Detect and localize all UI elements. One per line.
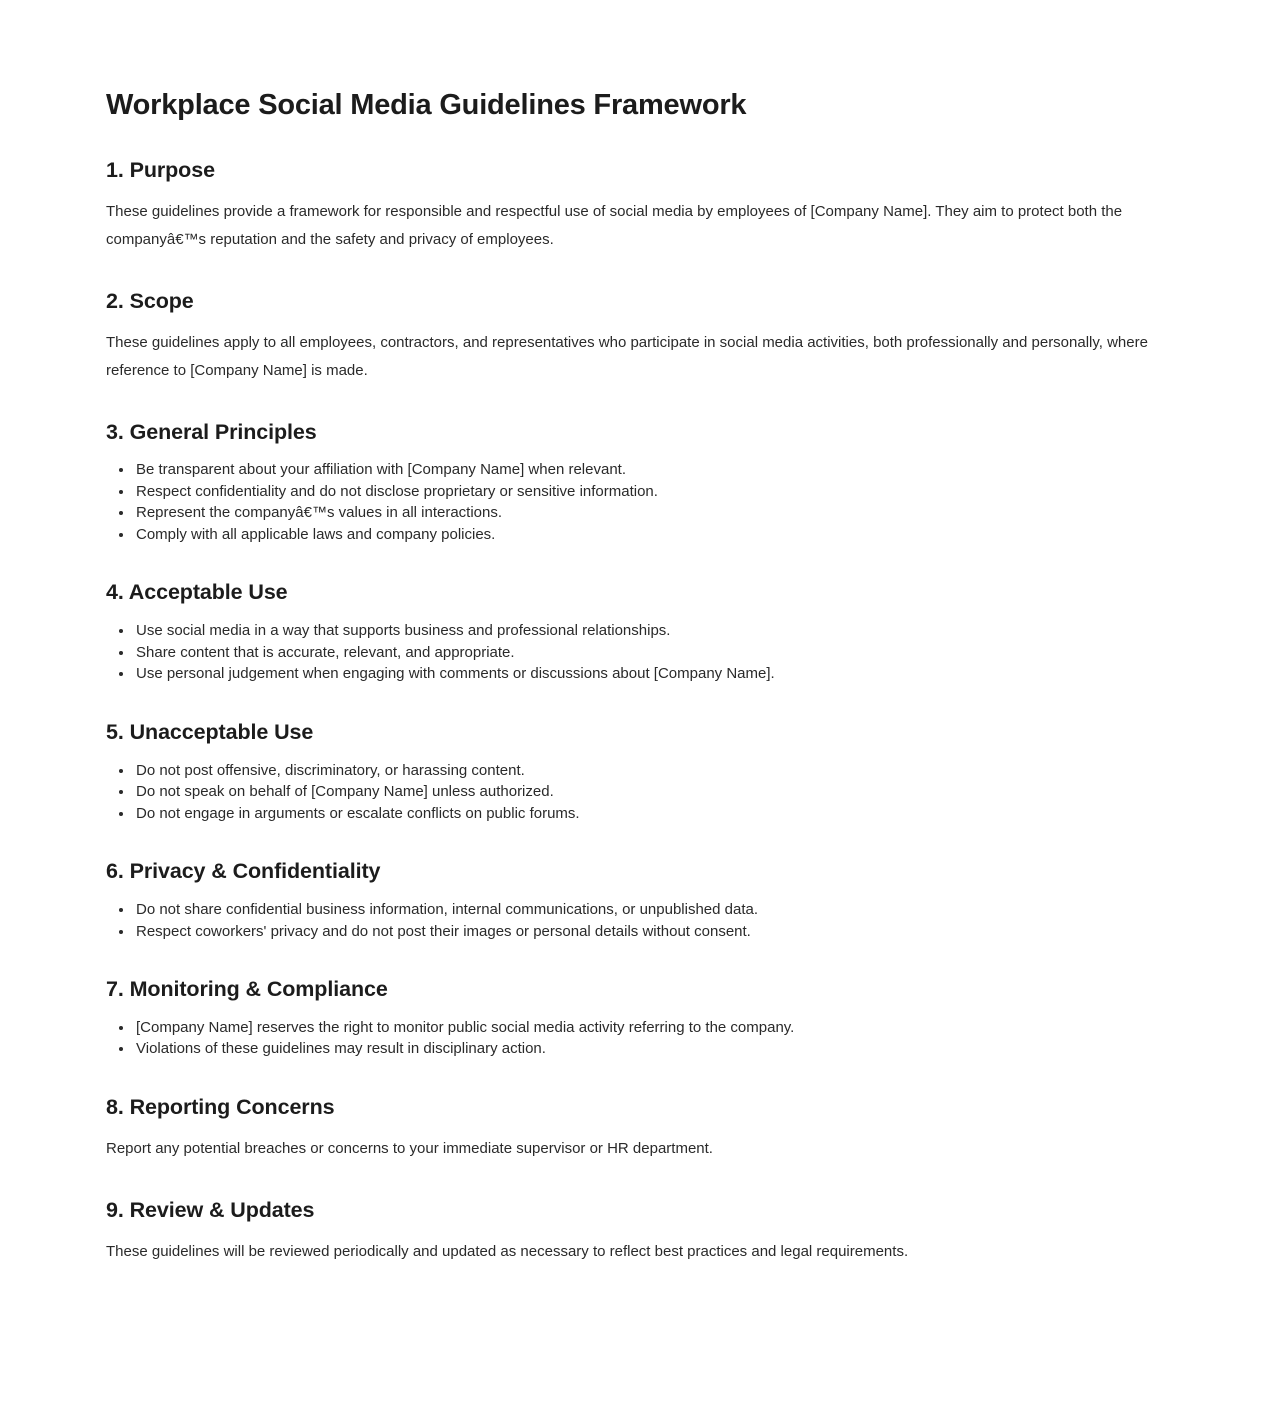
bullet-item: • Do not share confidential business information, internal communications, or unpublished data. [134, 899, 1157, 921]
section-acceptable-use [106, 579, 1157, 684]
document-title: Workplace Social Media Guidelines Framework [106, 89, 747, 121]
bullet-list [106, 620, 1157, 685]
bullet-item: • Respect confidentiality and do not disclose proprietary or sensitive information. [134, 481, 1157, 503]
bullet-item: • Represent the companyâ€™s values in all interactions. [134, 502, 1157, 524]
bullet-list [106, 760, 1157, 825]
section-heading: 2. Scope [106, 288, 194, 313]
section-privacy-confidentiality [106, 858, 1157, 942]
bullet-item: • Respect coworkers' privacy and do not post their images or personal details without consent. [134, 921, 1157, 943]
bullet-list [106, 459, 1157, 545]
bullet-item: • Share content that is accurate, relevant, and appropriate. [134, 642, 1157, 664]
section-heading: 6. Privacy & Confidentiality [106, 859, 381, 884]
section-heading: 8. Reporting Concerns [106, 1094, 335, 1119]
bullet-item: • Do not engage in arguments or escalate conflicts on public forums. [134, 803, 1157, 825]
section-reporting-concerns [106, 1094, 1157, 1163]
bullet-item: • Violations of these guidelines may result in disciplinary action. [134, 1038, 1157, 1060]
section-heading: 9. Review & Updates [106, 1197, 315, 1222]
bullet-item: • Comply with all applicable laws and company policies. [134, 524, 1157, 546]
bullet-item: • Do not speak on behalf of [Company Name] unless authorized. [134, 781, 1157, 803]
section-paragraph: These guidelines will be reviewed periodically and updated as necessary to reflect best practices and legal requirements. [106, 1242, 909, 1260]
section-heading: 7. Monitoring & Compliance [106, 977, 388, 1002]
bullet-item: • Use personal judgement when engaging with comments or discussions about [Company Name]. [134, 663, 1157, 685]
bullet-item: • Be transparent about your affiliation with [Company Name] when relevant. [134, 459, 1157, 481]
section-paragraph: These guidelines apply to all employees, contractors, and representatives who participate in social media activities, both professionally and personally, where reference to [Company Name] is made. [106, 333, 1148, 379]
section-paragraph: These guidelines provide a framework for responsible and respectful use of social media by employees of [Company Name]. They aim to protect both the companyâ€™s reputation and the safety and privacy of employees. [106, 202, 1123, 248]
bullet-item: • Use social media in a way that supports business and professional relationships. [134, 620, 1157, 642]
section-heading: 3. General Principles [106, 419, 317, 444]
section-purpose [106, 157, 1157, 254]
section-heading: 5. Unacceptable Use [106, 719, 314, 744]
section-review-updates [106, 1197, 1157, 1266]
section-general-principles [106, 419, 1157, 546]
bullet-item: • [Company Name] reserves the right to monitor public social media activity referring to the company. [134, 1017, 1157, 1039]
section-paragraph: Report any potential breaches or concerns to your immediate supervisor or HR department. [106, 1139, 713, 1157]
section-heading: 1. Purpose [106, 157, 215, 182]
section-monitoring-compliance [106, 976, 1157, 1060]
bullet-list [106, 899, 1157, 942]
bullet-list [106, 1017, 1157, 1060]
section-heading: 4. Acceptable Use [106, 580, 288, 605]
section-scope [106, 288, 1157, 385]
section-unacceptable-use [106, 719, 1157, 824]
bullet-item: • Do not post offensive, discriminatory, or harassing content. [134, 760, 1157, 782]
